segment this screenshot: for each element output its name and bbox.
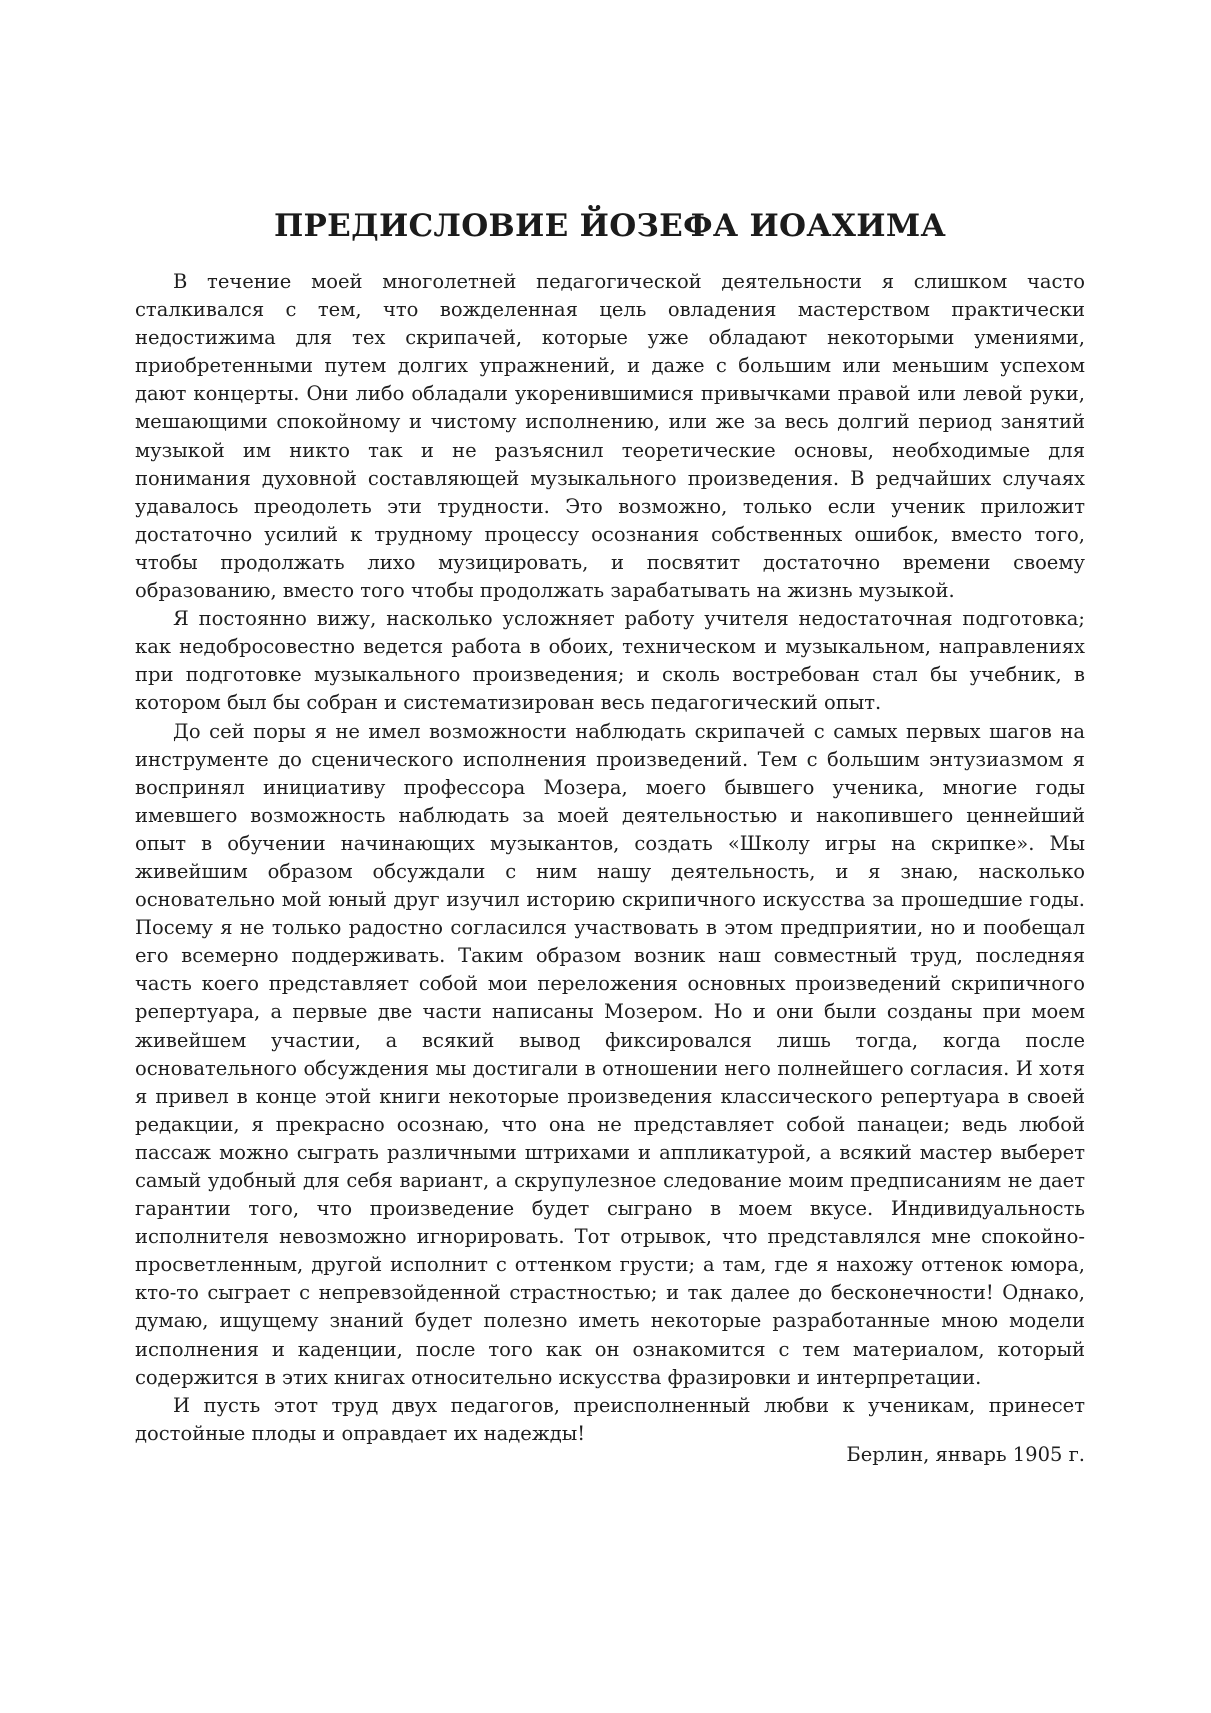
page-title: ПРЕДИСЛОВИЕ ЙОЗЕФА ИОАХИМА	[273, 208, 947, 244]
preface-body	[135, 268, 1085, 1448]
paragraph-1: В течение моей многолетней педагогической деятельности я слишком часто сталкивался с тем, что вожделенная цель овладения мастерством практически недостижима для тех скрипачей, которые уже обладают некоторыми умениями, приобретенными путем долгих упражнений, и даже с большим или меньшим успехом дают концерты. Они либо обладали укоренившимися привычками правой или левой руки, мешающими спокойному и чистому исполнению, или же за весь долгий период занятий музыкой им никто так и не разъяснил теоретические основы, необходимые для понимания духовной составляющей музыкального произведения. В редчайших случаях удавалось преодолеть эти трудности. Это возможно, только если ученик приложит достаточно усилий к трудному процессу осознания собственных ошибок, вместо того, чтобы продолжать лихо музицировать, и посвятит достаточно времени своему образованию, вместо того чтобы продолжать зарабатывать на жизнь музыкой.	[135, 270, 1085, 603]
signature-place-date: Берлин, январь 1905 г.	[846, 1443, 1085, 1466]
paragraph-3: До сей поры я не имел возможности наблюдать скрипачей с самых первых шагов на инструменте до сценического исполнения произведений. Тем с большим энтузиазмом я воспринял инициативу профессора Мозера, моего бывшего ученика, многие годы имевшего возможность наблюдать за моей деятельностью и накопившего ценнейший опыт в обучении начинающих музыкантов, создать «Школу игры на скрипке». Мы живейшим образом обсуждали с ним нашу деятельность, и я знаю, насколько основательно мой юный друг изучил историю скрипичного искусства за прошедшие годы. Посему я не только радостно согласился участвовать в этом предприятии, но и пообещал его всемерно поддерживать. Таким образом возник наш совместный труд, последняя часть коего представляет собой мои переложения основных произведений скрипичного репертуара, а первые две части написаны Мозером. Но и они были созданы при моем живейшем участии, а всякий вывод фиксировался лишь тогда, когда после основательного обсуждения мы достигали в отношении него полнейшего согласия. И хотя я привел в конце этой книги некоторые произведения классического репертуара в своей редакции, я прекрасно осознаю, что она не представляет собой панацеи; ведь любой пассаж можно сыграть различными штрихами и аппликатурой, а всякий мастер выберет самый удобный для себя вариант, а скрупулезное следование моим предписаниям не дает гарантии того, что произведение будет сыграно в моем вкусе. Индивидуальность исполнителя невозможно игнорировать. Тот отрывок, что представлялся мне спокойно-просветленным, другой исполнит с оттенком грусти; а там, где я нахожу оттенок юмора, кто-то сыграет с непревзойденной страстностью; и так далее до бесконечности! Однако, думаю, ищущему знаний будет полезно иметь некоторые разработанные мною модели исполнения и каденции, после того как он ознакомится с тем материалом, который содержится в этих книгах относительно искусства фразировки и интерпретации.	[135, 719, 1085, 1389]
paragraph-4: И пусть этот труд двух педагогов, преисполненный любви к ученикам, принесет достойные плоды и оправдает их надежды!	[135, 1393, 1085, 1445]
paragraph-2: Я постоянно вижу, насколько усложняет работу учителя недостаточная подготовка; как недобросовестно ведется работа в обоих, техническом и музыкальном, направлениях при подготовке музыкального произведения; и сколь востребован стал бы учебник, в котором был бы собран и систематизирован весь педагогический опыт.	[135, 607, 1085, 715]
